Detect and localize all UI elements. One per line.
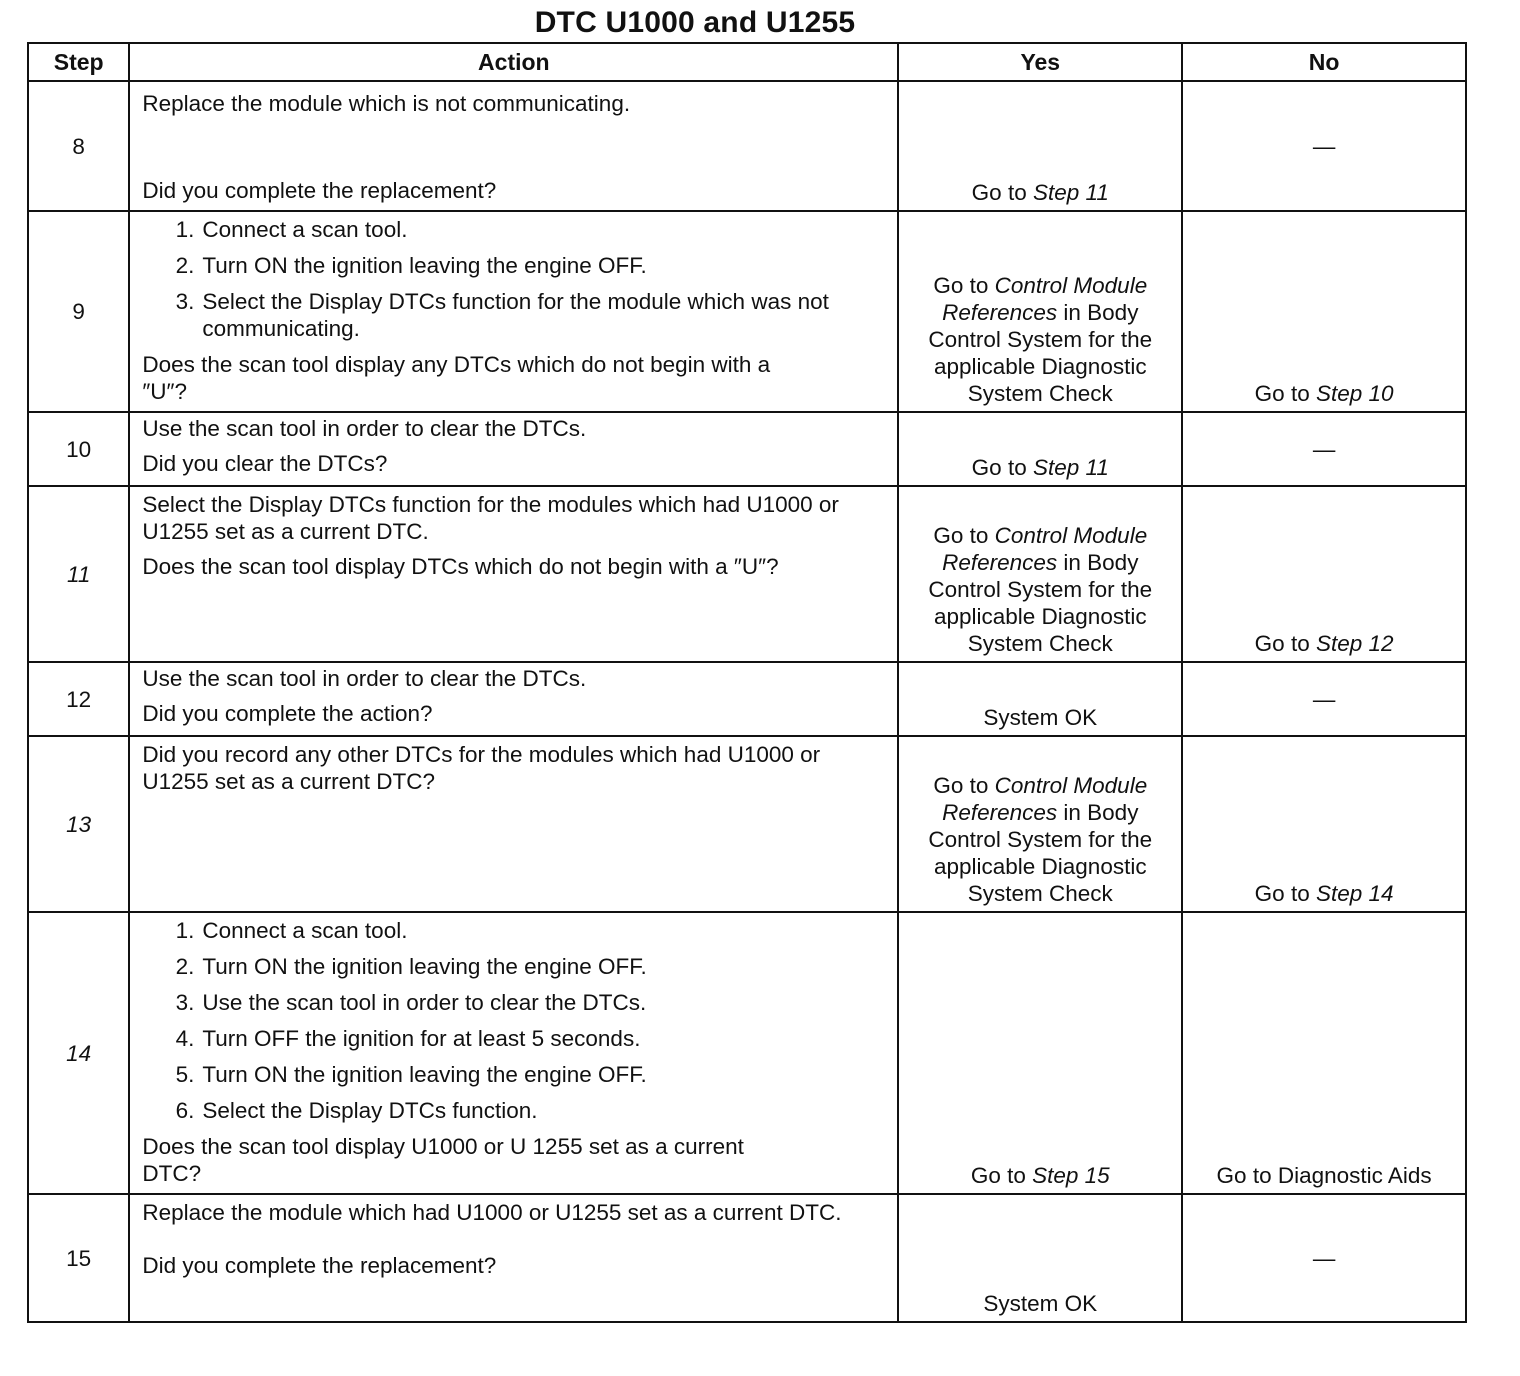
action-steps-list xyxy=(142,216,887,342)
table-row xyxy=(28,81,1466,211)
yes-cell: System OK xyxy=(898,662,1182,736)
table-row xyxy=(28,211,1466,412)
yes-link[interactable]: Control Module References xyxy=(942,523,1148,575)
list-item: 1. Connect a scan tool. xyxy=(175,918,408,943)
action-steps-list xyxy=(142,917,887,1124)
yes-cell: Go to Step 11 xyxy=(898,412,1182,486)
list-item: 4. Turn OFF the ignition for at least 5 seconds. xyxy=(175,1026,641,1051)
list-item: 6. Select the Display DTCs function. xyxy=(175,1098,538,1123)
action-question: Did you complete the action? xyxy=(142,701,433,726)
yes-link[interactable]: Step 15 xyxy=(1032,1163,1110,1188)
header-action: Action xyxy=(129,43,898,81)
action-question: Does the scan tool display DTCs which do not begin with a ″U″? xyxy=(142,554,779,579)
step-number: 10 xyxy=(28,412,129,486)
no-cell: Go to Step 14 xyxy=(1182,736,1466,912)
no-cell: Go to Step 10 xyxy=(1182,211,1466,412)
no-link[interactable]: Step 14 xyxy=(1315,881,1394,906)
list-item: 3. Select the Display DTCs function for the module which was not communicating. xyxy=(175,289,829,341)
yes-cell: Go to Control Module References in Body Control System for the applicable Diagnostic System Check xyxy=(898,211,1182,412)
page-title: DTC U1000 and U1255 xyxy=(534,6,856,39)
no-cell[interactable]: Go to Diagnostic Aids xyxy=(1182,912,1466,1194)
yes-cell: System OK xyxy=(898,1194,1182,1322)
action-question: Did you clear the DTCs? xyxy=(142,451,388,476)
step-number: 8 xyxy=(28,81,129,211)
yes-link[interactable]: Step 11 xyxy=(1032,180,1109,205)
action-text: Use the scan tool in order to clear the DTCs. xyxy=(142,416,587,441)
no-cell: — xyxy=(1182,1194,1466,1322)
table-row xyxy=(28,1194,1466,1322)
table-row xyxy=(28,412,1466,486)
yes-cell: Go to Control Module References in Body Control System for the applicable Diagnostic System Check xyxy=(898,486,1182,662)
table-row xyxy=(28,486,1466,662)
diagnostic-table xyxy=(27,42,1467,1323)
action-question: Does the scan tool display U1000 or U 1255 set as a current DTC? xyxy=(142,1134,744,1186)
action-cell xyxy=(129,211,898,412)
table-row xyxy=(28,912,1466,1194)
list-item: 3. Use the scan tool in order to clear the DTCs. xyxy=(175,990,647,1015)
table-row xyxy=(28,662,1466,736)
no-link[interactable]: Step 12 xyxy=(1315,631,1394,656)
action-text: Replace the module which is not communicating. xyxy=(142,91,631,116)
step-number: 15 xyxy=(28,1194,129,1322)
action-cell xyxy=(129,912,898,1194)
step-number: 9 xyxy=(28,211,129,412)
step-number: 14 xyxy=(28,912,129,1194)
action-text: Select the Display DTCs function for the modules which had U1000 or U1255 set as a current DTC. xyxy=(142,492,839,544)
list-item: 2. Turn ON the ignition leaving the engine OFF. xyxy=(175,253,647,278)
list-item: 1. Connect a scan tool. xyxy=(175,217,408,242)
no-cell: Go to Step 12 xyxy=(1182,486,1466,662)
header-step: Step xyxy=(28,43,129,81)
action-cell xyxy=(129,736,898,912)
yes-link[interactable]: Step 11 xyxy=(1032,455,1109,480)
step-number: 12 xyxy=(28,662,129,736)
table-row xyxy=(28,736,1466,912)
no-link[interactable]: Step 10 xyxy=(1315,381,1394,406)
action-cell xyxy=(129,662,898,736)
list-item: 2. Turn ON the ignition leaving the engine OFF. xyxy=(175,954,647,979)
yes-link[interactable]: Control Module References xyxy=(942,773,1148,825)
step-number: 13 xyxy=(28,736,129,912)
action-question: Does the scan tool display any DTCs which do not begin with a ″U″? xyxy=(142,352,771,404)
action-cell xyxy=(129,1194,898,1322)
action-text: Did you record any other DTCs for the modules which had U1000 or U1255 set as a current DTC? xyxy=(142,742,821,794)
action-cell xyxy=(129,486,898,662)
yes-link[interactable]: Control Module References xyxy=(942,273,1148,325)
action-text: Use the scan tool in order to clear the DTCs. xyxy=(142,666,587,691)
action-text: Replace the module which had U1000 or U1255 set as a current DTC. xyxy=(142,1200,842,1225)
no-cell: — xyxy=(1182,81,1466,211)
yes-cell: Go to Step 15 xyxy=(898,912,1182,1194)
action-question: Did you complete the replacement? xyxy=(142,178,497,203)
header-yes: Yes xyxy=(898,43,1182,81)
yes-cell: Go to Control Module References in Body Control System for the applicable Diagnostic System Check xyxy=(898,736,1182,912)
header-row xyxy=(28,43,1466,81)
yes-prefix: Go to xyxy=(971,180,1033,205)
no-cell: — xyxy=(1182,412,1466,486)
step-number: 11 xyxy=(28,486,129,662)
yes-cell xyxy=(898,81,1182,211)
action-cell xyxy=(129,81,898,211)
no-cell: — xyxy=(1182,662,1466,736)
header-no: No xyxy=(1182,43,1466,81)
action-question: Did you complete the replacement? xyxy=(142,1253,497,1278)
list-item: 5. Turn ON the ignition leaving the engine OFF. xyxy=(175,1062,647,1087)
action-cell xyxy=(129,412,898,486)
